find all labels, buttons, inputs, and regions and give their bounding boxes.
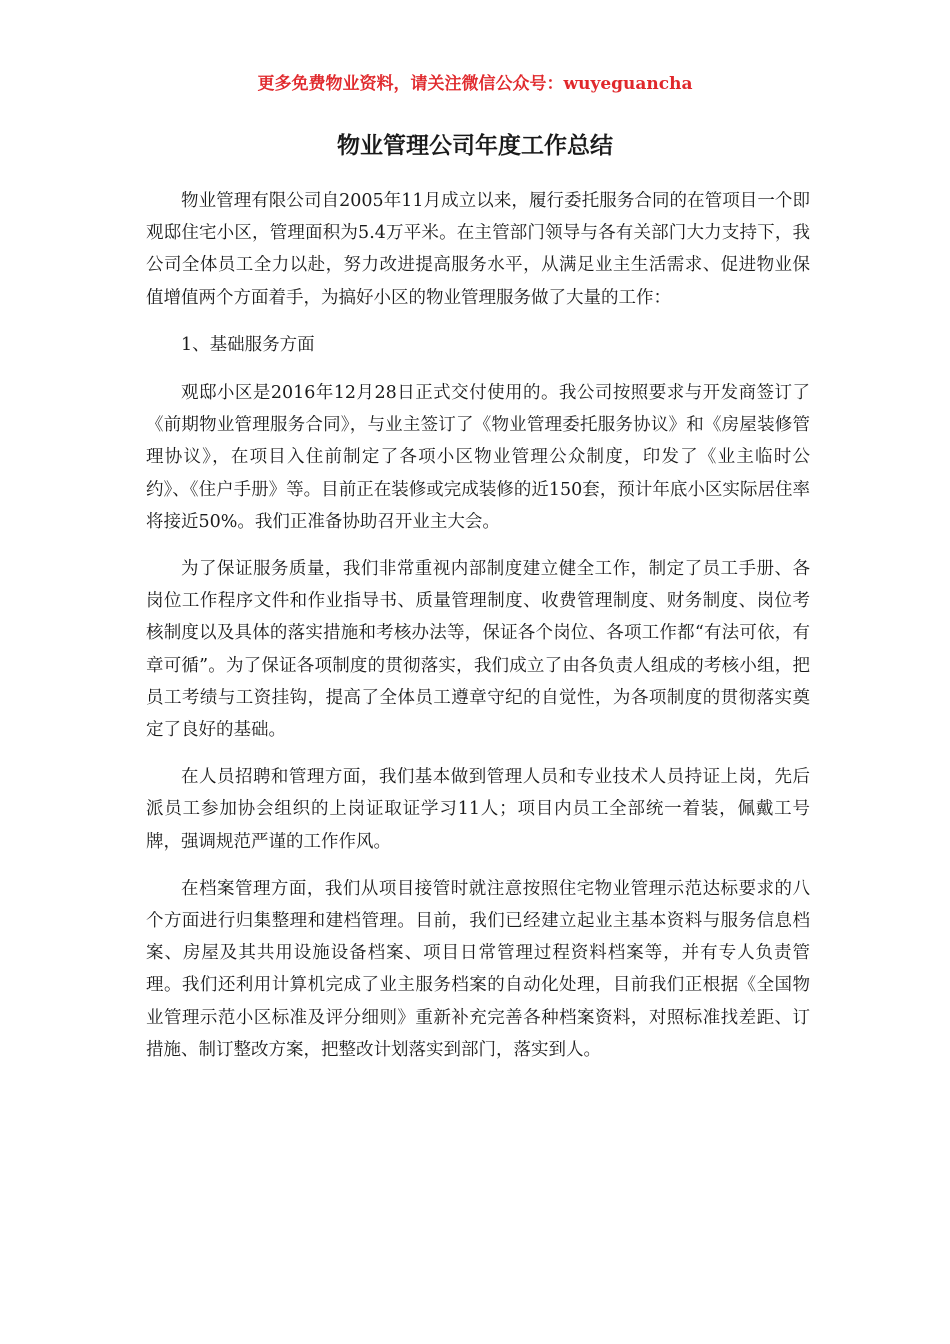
body-paragraph: 为了保证服务质量，我们非常重视内部制度建立健全工作，制定了员工手册、各岗位工作程序文件和作业指导书、质量管理制度、收费管理制度、财务制度、岗位考核制度以及具体的落实措施和考核办法等，保证各个岗位、各项工作都“有法可依，有章可循”。为了保证各项制度的贯彻落实，我们成立了由各负责人组成的考核小组，把员工考绩与工资挂钩，提高了全体员工遵章守纪的自觉性，为各项制度的贯彻落实奠定了良好的基础。 bbox=[146, 559, 810, 741]
document-body bbox=[146, 185, 810, 1081]
promo-banner: 更多免费物业资料，请关注微信公众号：wuyeguancha bbox=[257, 74, 693, 94]
body-paragraph: 在档案管理方面，我们从项目接管时就注意按照住宅物业管理示范达标要求的八个方面进行归集整理和建档管理。目前，我们已经建立起业主基本资料与服务信息档案、房屋及其共用设施设备档案、项目日常管理过程资料档案等，并有专人负责管理。我们还利用计算机完成了业主服务档案的自动化处理，目前我们正根据《全国物业管理示范小区标准及评分细则》重新补充完善各种档案资料，对照标准找差距、订措施、制订整改方案，把整改计划落实到部门，落实到人。 bbox=[146, 878, 810, 1060]
document-title: 物业管理公司年度工作总结 bbox=[337, 133, 613, 159]
section-heading: 1、基础服务方面 bbox=[181, 334, 315, 355]
body-paragraph: 在人员招聘和管理方面，我们基本做到管理人员和专业技术人员持证上岗，先后派员工参加协会组织的上岗证取证学习11人；项目内员工全部统一着装，佩戴工号牌，强调规范严谨的工作作风。 bbox=[146, 767, 810, 852]
intro-paragraph: 物业管理有限公司自2005年11月成立以来，履行委托服务合同的在管项目一个即观邸住宅小区，管理面积为5.4万平米。在主管部门领导与各有关部门大力支持下，我公司全体员工全力以赴，努力改进提高服务水平，从满足业主生活需求、促进物业保值增值两个方面着手，为搞好小区的物业管理服务做了大量的工作： bbox=[146, 191, 810, 308]
body-paragraph: 观邸小区是2016年12月28日正式交付使用的。我公司按照要求与开发商签订了《前期物业管理服务合同》，与业主签订了《物业管理委托服务协议》和《房屋装修管理协议》，在项目入住前制定了各项小区物业管理公众制度，印发了《业主临时公约》、《住户手册》等。目前正在装修或完成装修的近150套，预计年底小区实际居住率将接近50%。我们正准备协助召开业主大会。 bbox=[146, 383, 810, 532]
